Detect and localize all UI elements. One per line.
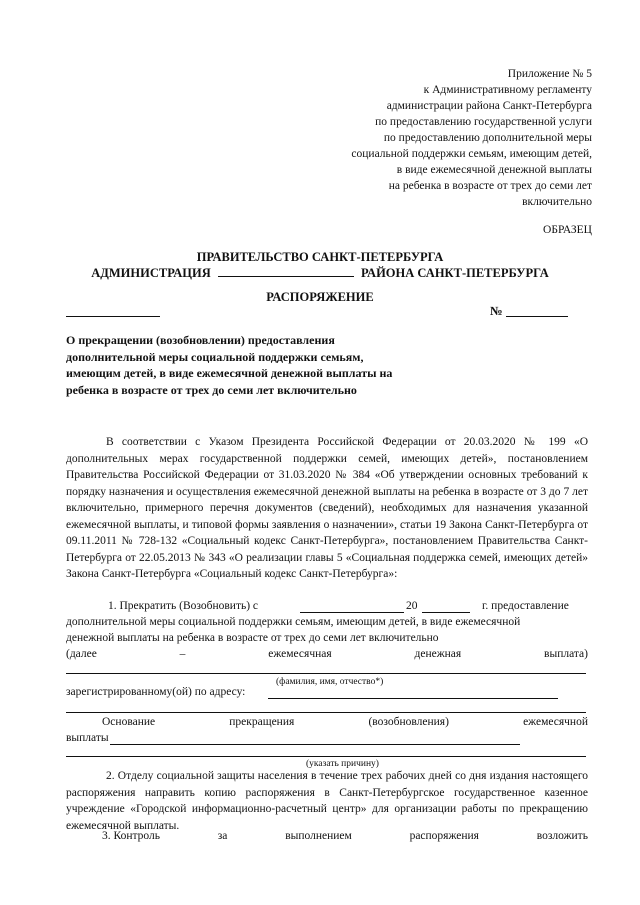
order-title: РАСПОРЯЖЕНИЕ [266, 290, 374, 304]
sample-label: ОБРАЗЕЦ [543, 224, 592, 236]
word: денежная [414, 648, 462, 660]
address-label: зарегистрированному(ой) по адресу: [66, 686, 246, 698]
date-blank [66, 316, 160, 317]
item2-paragraph: 2. Отделу социальной защиты населения в течение трех рабочих дней со дня издания настоящего распоряжения направить копию распоряжения в Санкт-Петербургское государственное казенное учреждение «Городской информационно-расчетный центр» для организации работы по прекращению ежемесячной выплаты. [66, 770, 588, 832]
annex-line: по предоставлению дополнительной меры [383, 132, 592, 144]
administration-right: РАЙОНА САНКТ-ПЕТЕРБУРГА [361, 266, 549, 280]
order-subject: О прекращении (возобновлении) предоставления дополнительной меры социальной поддержки семьям, имеющим детей, в виде ежемесячной денежной выплаты на ребенка в возрасте от трех до семи лет включительно [66, 333, 393, 397]
word: распоряжения [409, 830, 479, 842]
item1-line2 [66, 616, 588, 628]
word: выполнением [285, 830, 352, 842]
administration-left: АДМИНИСТРАЦИЯ [91, 266, 211, 280]
annex-line: к Административному регламенту [423, 84, 592, 96]
annex-line: по предоставлению государственной услуги [375, 116, 592, 128]
word: – [179, 648, 186, 660]
reason-caption: (указать причину) [306, 759, 379, 769]
date-day-blank [300, 612, 404, 613]
item3-line [66, 830, 588, 842]
item1-start: 1. Прекратить (Возобновить) с [108, 600, 259, 612]
annex-line: социальной поддержки семьям, имеющим детей, [351, 148, 592, 160]
word: выплата) [544, 648, 588, 660]
item1-rest: г. предоставление [482, 600, 569, 612]
item1-line3-text: денежной выплаты на ребенка в возрасте от трех до семи лет включительно [66, 632, 439, 644]
item1-year: 20 [406, 600, 418, 612]
payment-label: выплаты [66, 732, 109, 744]
item1-line4 [66, 648, 588, 660]
word: 3. Контроль [102, 830, 160, 842]
annex-line: администрации района Санкт-Петербурга [386, 100, 592, 112]
number-sign: № [490, 304, 503, 318]
word: за [217, 830, 228, 842]
fio-caption: (фамилия, имя, отчество*) [276, 677, 384, 687]
number-blank [506, 316, 568, 317]
word: (далее [66, 648, 97, 660]
government-title: ПРАВИТЕЛЬСТВО САНКТ-ПЕТЕРБУРГА [196, 250, 444, 264]
address-blank [268, 698, 558, 699]
word: возложить [536, 830, 588, 842]
district-blank [218, 276, 354, 277]
word: прекращения [229, 716, 295, 728]
date-year-blank [422, 612, 470, 613]
word: ежемесячной [523, 716, 588, 728]
item1-line3 [66, 632, 588, 644]
item1-line2-text: дополнительной меры социальной поддержки семьям, имеющим детей, в виде ежемесячной [66, 616, 521, 628]
reason-blank-2 [66, 756, 586, 757]
annex-line: включительно [522, 196, 592, 208]
word: ежемесячная [268, 648, 332, 660]
reason-line [66, 716, 588, 728]
annex-block [292, 66, 592, 210]
preamble-paragraph: В соответствии с Указом Президента Российской Федерации от 20.03.2020 № 199 «О дополнительных мерах государственной поддержки семей, имеющих детей», постановлением Правительства Российской Федерации от 31.03.2020 № 384 «Об утверждении основных требований к порядку назначения и осуществления ежемесячной денежной выплаты на ребенка в возрасте от 3 до 7 лет включительно, примерного перечня документов (сведений), необходимых для назначения указанной ежемесячной выплаты, и типовой формы заявления о назначении», статьи 19 Закона Санкт-Петербурга от 09.11.2011 № 728-132 «Социальный кодекс Санкт-Петербурга», постановлением Правительства Санкт-Петербурга от 22.05.2013 № 343 «О реализации главы 5 «Социальная поддержка семей, имеющих детей» Закона Санкт-Петербурга «Социальный кодекс Санкт-Петербурга»: [66, 436, 588, 580]
word: Основание [102, 716, 156, 728]
word: (возобновления) [368, 716, 449, 728]
address-blank-2 [66, 712, 586, 713]
annex-line: на ребенка в возрасте от трех до семи лет [388, 180, 592, 192]
annex-line: Приложение № 5 [507, 68, 592, 80]
annex-line: в виде ежемесячной денежной выплаты [396, 164, 592, 176]
reason-blank [110, 744, 520, 745]
fio-blank [66, 673, 586, 674]
administration-title [0, 266, 640, 281]
